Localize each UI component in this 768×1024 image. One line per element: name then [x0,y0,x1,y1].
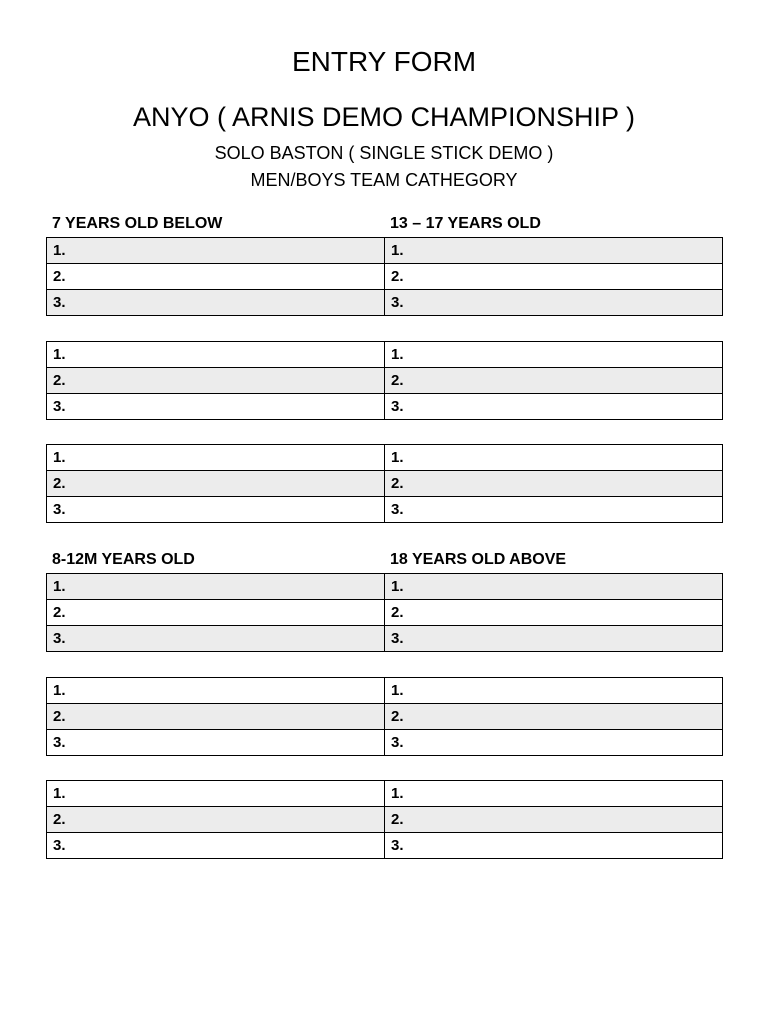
table-row [47,497,723,523]
entry-field-right[interactable]: 2. [385,600,723,626]
form-title: ENTRY FORM [291,46,477,77]
table-row [47,704,723,730]
entry-field-right[interactable]: 1. [385,445,723,471]
table-row [47,394,723,420]
table-row [47,238,723,264]
entry-field-right[interactable]: 1. [385,342,723,368]
table-row [47,574,723,600]
entry-field-left[interactable]: 2. [47,600,385,626]
age-group-header-left: 7 YEARS OLD BELOW [52,215,223,232]
table-row [47,807,723,833]
entry-field-left[interactable]: 3. [47,730,385,756]
table-row [47,600,723,626]
table-row [47,368,723,394]
table-row [47,678,723,704]
category-name: MEN/BOYS TEAM CATHEGORY [250,170,518,190]
entry-field-right[interactable]: 2. [385,807,723,833]
entry-field-left[interactable]: 3. [47,290,385,316]
entry-field-left[interactable]: 2. [47,368,385,394]
entry-field-left[interactable]: 1. [47,342,385,368]
entry-field-right[interactable]: 1. [385,678,723,704]
entry-field-right[interactable]: 3. [385,394,723,420]
entry-table [46,780,723,859]
table-row [47,626,723,652]
entry-field-left[interactable]: 2. [47,264,385,290]
entry-field-right[interactable]: 3. [385,497,723,523]
entry-table [46,677,723,756]
entry-field-left[interactable]: 3. [47,497,385,523]
entry-field-left[interactable]: 3. [47,394,385,420]
entry-field-right[interactable]: 2. [385,471,723,497]
table-row [47,342,723,368]
entry-field-left[interactable]: 1. [47,678,385,704]
entry-field-left[interactable]: 3. [47,626,385,652]
entry-field-left[interactable]: 2. [47,704,385,730]
entry-field-left[interactable]: 1. [47,238,385,264]
entry-field-right[interactable]: 3. [385,833,723,859]
age-group-header-right: 13 – 17 YEARS OLD [390,215,541,232]
entry-field-left[interactable]: 1. [47,781,385,807]
table-row [47,445,723,471]
entry-table [46,341,723,420]
entry-field-right[interactable]: 2. [385,704,723,730]
table-row [47,290,723,316]
entry-field-right[interactable]: 3. [385,290,723,316]
section-1-header [46,212,722,236]
entry-table [46,573,723,652]
table-row [47,264,723,290]
table-row [47,781,723,807]
event-name: SOLO BASTON ( SINGLE STICK DEMO ) [214,143,554,163]
entry-field-right[interactable]: 3. [385,626,723,652]
entry-field-right[interactable]: 1. [385,238,723,264]
entry-table [46,444,723,523]
entry-field-left[interactable]: 1. [47,445,385,471]
entry-field-right[interactable]: 2. [385,264,723,290]
entry-field-right[interactable]: 3. [385,730,723,756]
entry-field-right[interactable]: 2. [385,368,723,394]
table-row [47,730,723,756]
championship-title: ANYO ( ARNIS DEMO CHAMPIONSHIP ) [132,102,636,132]
table-row [47,833,723,859]
entry-field-left[interactable]: 2. [47,807,385,833]
table-row [47,471,723,497]
age-group-header-right: 18 YEARS OLD ABOVE [390,551,567,568]
entry-field-left[interactable]: 1. [47,574,385,600]
entry-field-right[interactable]: 1. [385,574,723,600]
entry-field-left[interactable]: 2. [47,471,385,497]
age-group-header-left: 8-12M YEARS OLD [52,551,195,568]
entry-field-right[interactable]: 1. [385,781,723,807]
section-2-header [46,548,722,572]
entry-field-left[interactable]: 3. [47,833,385,859]
entry-table [46,237,723,316]
